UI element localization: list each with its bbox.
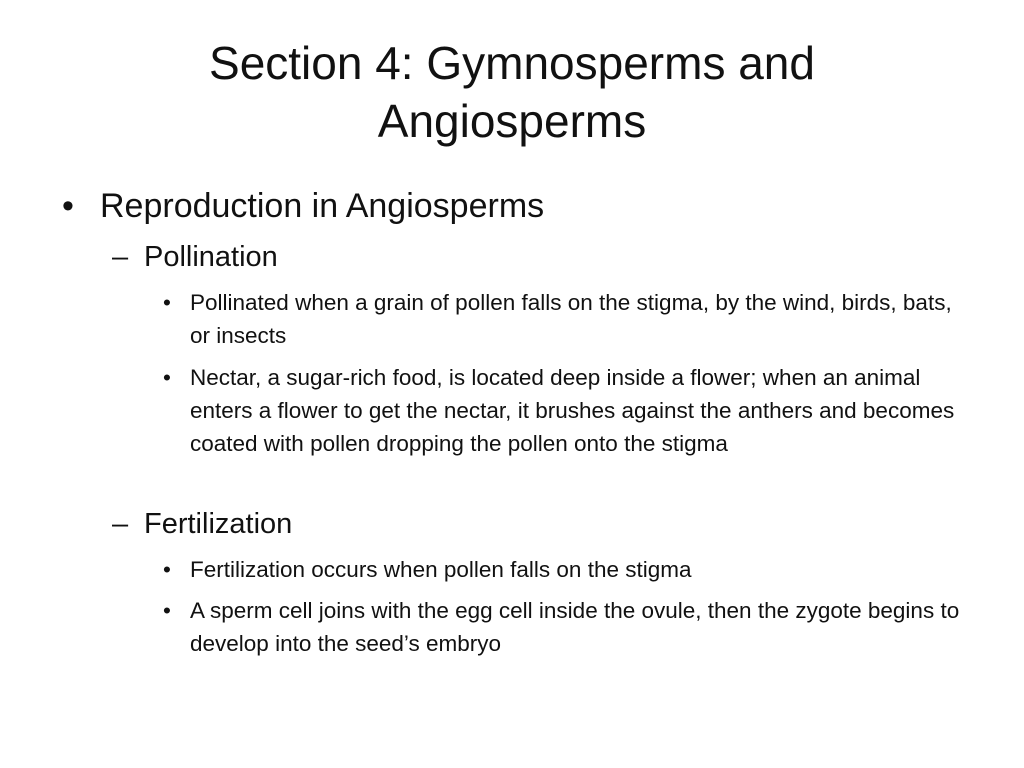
bullet-level1-item xyxy=(62,184,962,228)
bullet-marker: • xyxy=(163,598,171,623)
bullet-level2-item xyxy=(112,238,972,276)
bullet-marker: • xyxy=(163,290,171,315)
bullet-level3-item xyxy=(163,594,963,660)
bullet-text: Fertilization xyxy=(144,508,293,540)
bullet-text: A sperm cell joins with the egg cell inside the ovule, then the zygote begins to develop into the seed’s embryo xyxy=(190,598,960,656)
bullet-text: Pollination xyxy=(144,241,278,273)
bullet-marker: • xyxy=(163,365,171,390)
bullet-marker: • xyxy=(62,187,74,225)
bullet-level2-item xyxy=(112,505,972,543)
dash-marker: – xyxy=(112,508,129,540)
bullet-level3-item xyxy=(163,553,963,586)
bullet-text: Reproduction in Angiosperms xyxy=(100,187,545,225)
bullet-level3-item xyxy=(163,286,963,352)
bullet-text: Fertilization occurs when pollen falls on the stigma xyxy=(190,557,692,582)
slide-title: Section 4: Gymnosperms and Angiosperms xyxy=(209,37,815,147)
bullet-text: Nectar, a sugar-rich food, is located deep inside a flower; when an animal enters a flower to get the nectar, it brushes against the anthers and becomes coated with pollen dropping the pollen onto the stigma xyxy=(190,365,955,456)
bullet-marker: • xyxy=(163,557,171,582)
bullet-text: Pollinated when a grain of pollen falls on the stigma, by the wind, birds, bats, or insects xyxy=(190,290,952,348)
dash-marker: – xyxy=(112,241,129,273)
bullet-level3-item xyxy=(163,361,963,460)
